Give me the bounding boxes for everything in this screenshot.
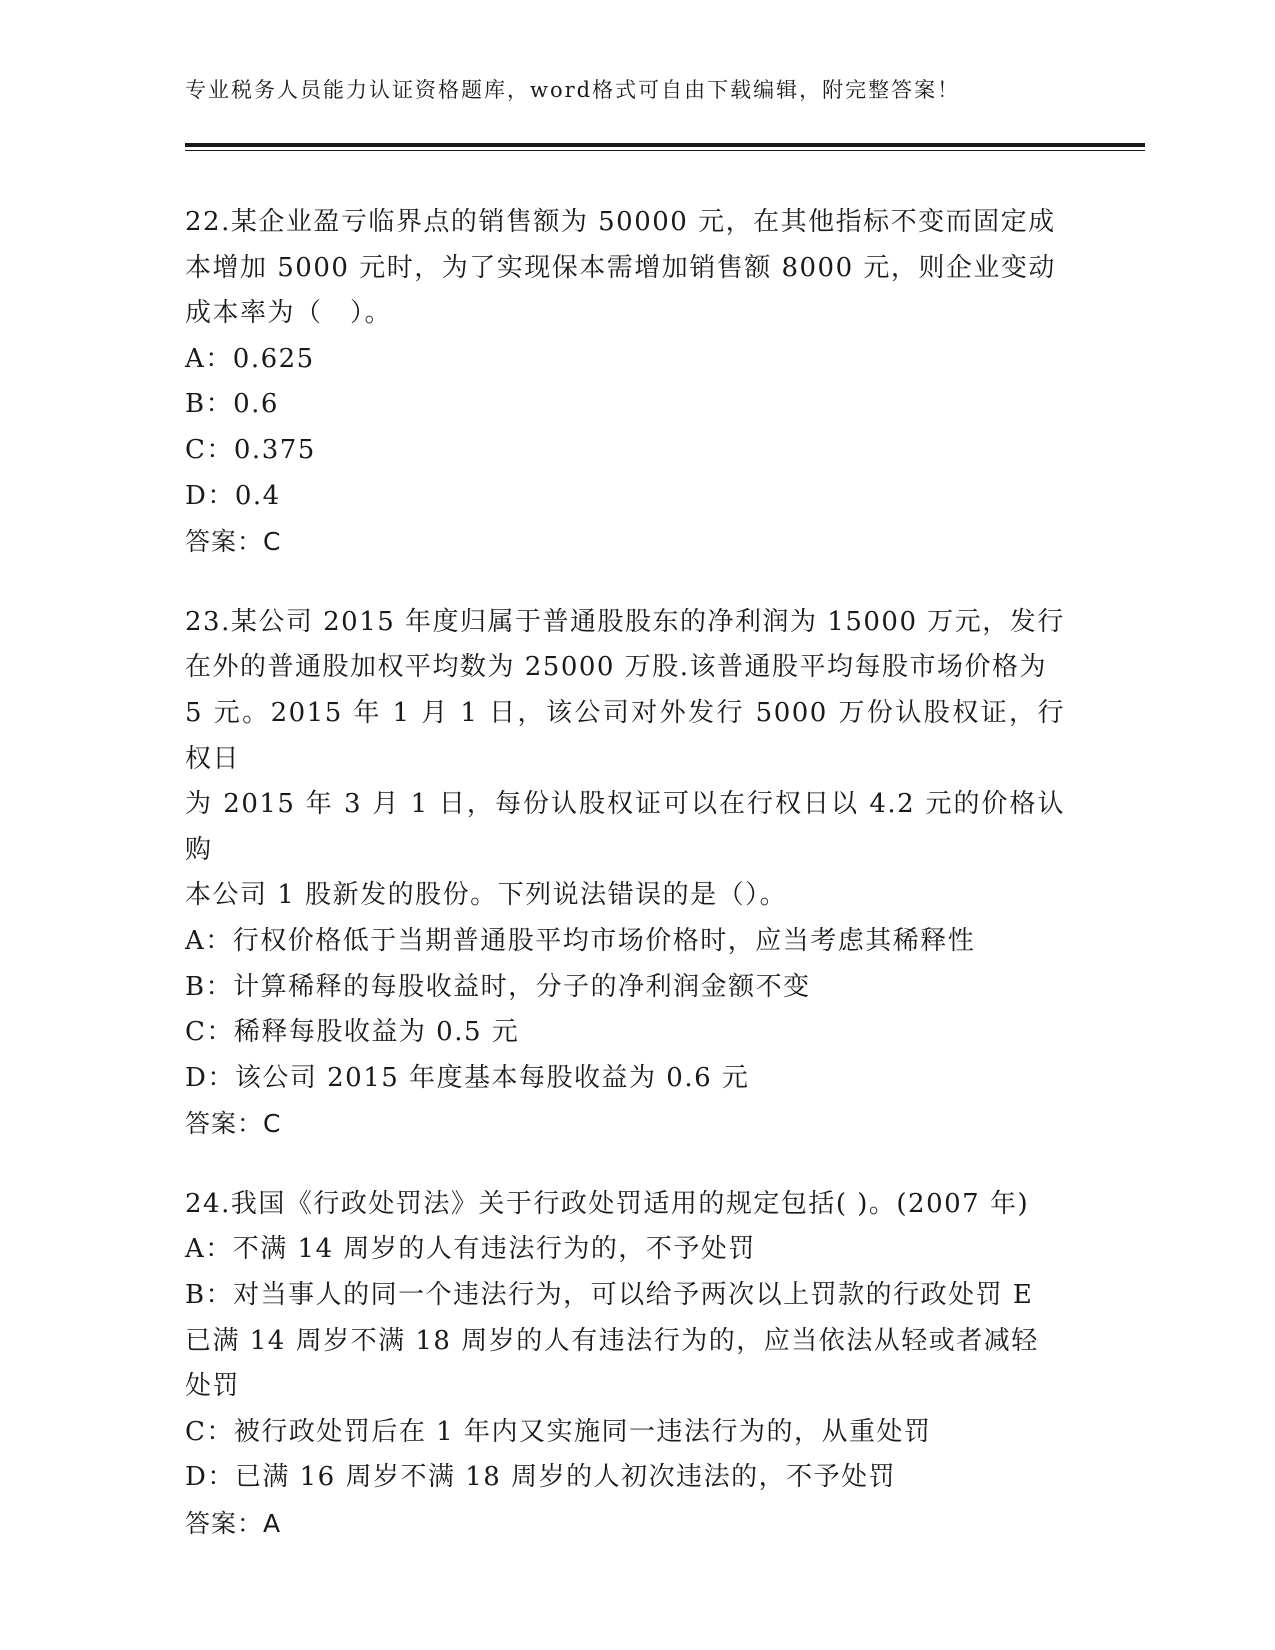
question-stem-line: 成本率为（ ）。 [185, 298, 393, 329]
option-d: D：0.4 [185, 480, 281, 511]
question-stem-line: 本公司 1 股新发的股份。下列说法错误的是（）。 [185, 880, 788, 911]
option-b: B：对当事人的同一个违法行为，可以给予两次以上罚款的行政处罚 E [185, 1280, 1034, 1311]
option-c: C：0.375 [185, 434, 316, 465]
answer-text: 答案：C [185, 527, 282, 557]
question-stem-line: 24.我国《行政处罚法》关于行政处罚适用的规定包括( )。(2007 年) [185, 1188, 1030, 1219]
answer-text: 答案：C [185, 1109, 282, 1139]
option-b-continued: 已满 14 周岁不满 18 周岁的人有违法行为的，应当依法从轻或者减轻 [185, 1325, 1039, 1356]
question-list [185, 200, 1065, 1582]
answer-text: 答案：A [185, 1509, 282, 1539]
option-b: B：0.6 [185, 389, 279, 420]
option-b-continued: 处罚 [185, 1371, 241, 1402]
option-a: A：不满 14 周岁的人有违法行为的，不予处罚 [185, 1234, 756, 1265]
option-a: A：0.625 [185, 343, 315, 374]
question-23 [185, 600, 1065, 1147]
question-24 [185, 1182, 1065, 1547]
header-rule-thin [185, 150, 1145, 151]
option-d: D：已满 16 周岁不满 18 周岁的人初次违法的，不予处罚 [185, 1462, 897, 1493]
option-b: B：计算稀释的每股收益时，分子的净利润金额不变 [185, 971, 811, 1002]
question-stem-line: 23.某公司 2015 年度归属于普通股股东的净利润为 15000 万元，发行 [185, 606, 1065, 637]
page-header: 专业税务人员能力认证资格题库，word格式可自由下载编辑，附完整答案！ [185, 78, 961, 102]
option-c: C：被行政处罚后在 1 年内又实施同一违法行为的，从重处罚 [185, 1416, 932, 1447]
question-22 [185, 200, 1065, 565]
question-stem-line: 在外的普通股加权平均数为 25000 万股.该普通股平均每股市场价格为 [185, 652, 1048, 683]
question-stem-line: 本增加 5000 元时，为了实现保本需增加销售额 8000 元，则企业变动 [185, 252, 1056, 283]
question-stem-line: 22.某企业盈亏临界点的销售额为 50000 元，在其他指标不变而固定成 [185, 207, 1056, 237]
option-c: C：稀释每股收益为 0.5 元 [185, 1017, 520, 1048]
option-a: A：行权价格低于当期普通股平均市场价格时，应当考虑其稀释性 [185, 925, 976, 956]
option-d: D：该公司 2015 年度基本每股收益为 0.6 元 [185, 1062, 750, 1093]
question-stem-line: 为 2015 年 3 月 1 日，每份认股权证可以在行权日以 4.2 元的价格认购 [185, 789, 1065, 865]
question-stem-line: 5 元。2015 年 1 月 1 日，该公司对外发行 5000 万份认股权证，行权日 [185, 697, 1065, 774]
header-rule-thick [185, 143, 1145, 147]
